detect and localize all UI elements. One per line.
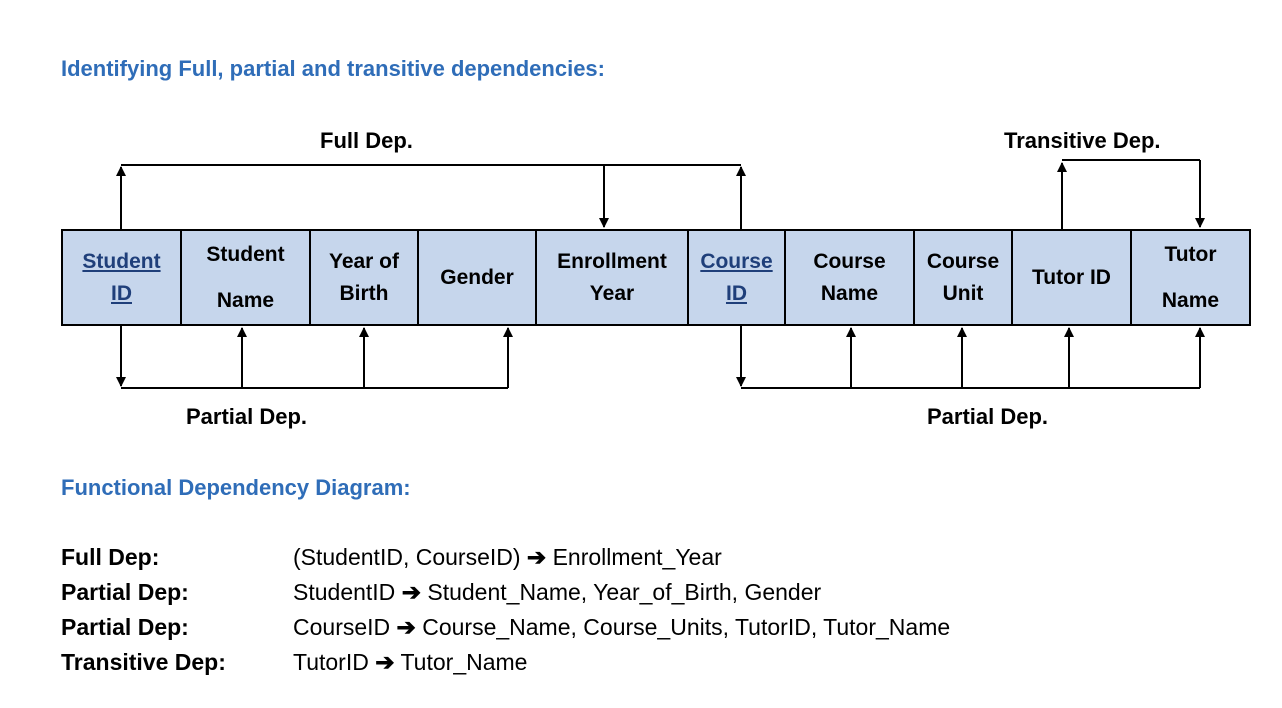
right-arrow-icon: ➔ xyxy=(526,544,547,570)
attr-student-name: Student Name xyxy=(180,229,311,326)
attr-gender: Gender xyxy=(417,229,537,326)
full-dep-arrows xyxy=(121,165,741,229)
attr-course-id: Course ID xyxy=(687,229,786,326)
fd-expression: CourseID ➔ Course_Name, Course_Units, TutorID, Tutor_Name xyxy=(293,614,951,640)
fd-expression: StudentID ➔ Student_Name, Year_of_Birth, Gender xyxy=(293,579,822,605)
fd-label: Partial Dep: xyxy=(61,614,189,640)
fd-label: Partial Dep: xyxy=(61,579,189,605)
partial-dep-label-left: Partial Dep. xyxy=(186,404,308,429)
fd-label: Transitive Dep: xyxy=(61,649,226,675)
attr-year-of-birth: Year of Birth xyxy=(309,229,419,326)
section-heading-dependencies: Identifying Full, partial and transitive dependencies: xyxy=(61,56,605,81)
attr-tutor-id: Tutor ID xyxy=(1011,229,1132,326)
right-arrow-icon: ➔ xyxy=(375,649,395,675)
partial-dep-arrows-right xyxy=(741,326,1200,388)
fd-label: Full Dep: xyxy=(61,544,160,570)
attr-student-id: Student ID xyxy=(61,229,182,326)
right-arrow-icon: ➔ xyxy=(396,614,416,640)
attr-tutor-name: Tutor Name xyxy=(1130,229,1251,326)
transitive-dep-arrows xyxy=(1062,160,1200,229)
right-arrow-icon: ➔ xyxy=(401,579,421,605)
full-dep-label: Full Dep. xyxy=(320,128,413,153)
attr-course-unit: Course Unit xyxy=(913,229,1013,326)
partial-dep-arrows-left xyxy=(121,326,508,388)
attr-enrollment-year: Enrollment Year xyxy=(535,229,689,326)
partial-dep-label-right: Partial Dep. xyxy=(927,404,1049,429)
attr-course-name: Course Name xyxy=(784,229,915,326)
fd-expression: TutorID ➔ Tutor_Name xyxy=(293,649,528,675)
section-heading-diagram: Functional Dependency Diagram: xyxy=(61,475,411,500)
transitive-dep-label: Transitive Dep. xyxy=(1004,128,1161,153)
fd-expression: (StudentID, CourseID) ➔ Enrollment_Year xyxy=(293,544,722,570)
